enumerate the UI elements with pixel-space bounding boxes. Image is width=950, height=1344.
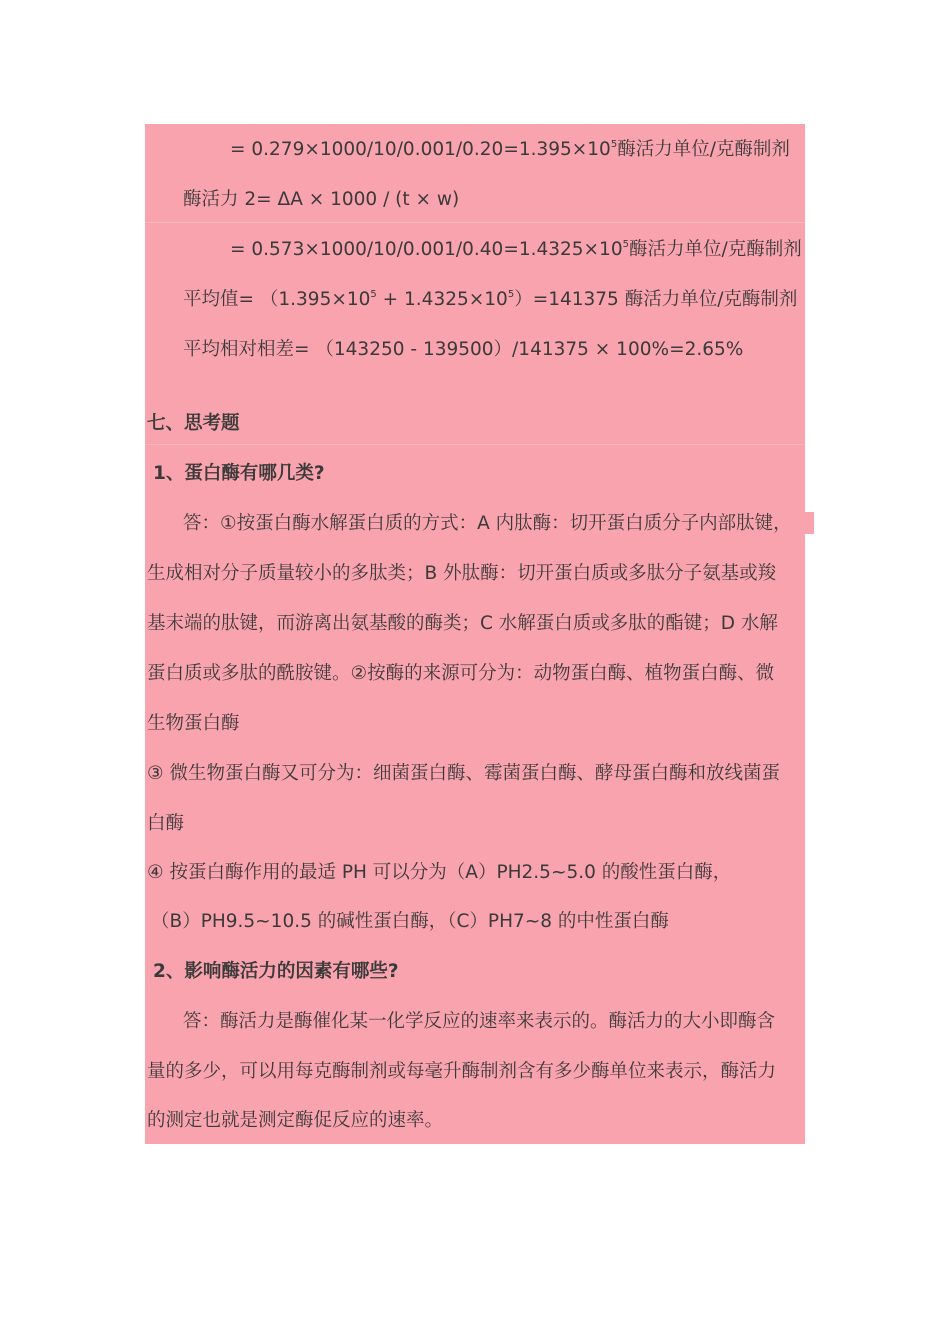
calc-line-4 <box>183 287 797 313</box>
calc-line-3-exponent: 5 <box>622 239 629 250</box>
calc-line-3-text: = 0.573×1000/10/0.001/0.40=1.4325×10 <box>230 239 623 260</box>
answer-1-line: 生物蛋白酶 <box>147 713 240 734</box>
question-1-title: 1、蛋白酶有哪几类? <box>153 463 325 484</box>
calc-line-4-exponent-2: 5 <box>507 289 515 300</box>
calc-line-1-unit: 酶活力单位/克酶制剂 <box>617 139 790 160</box>
calc-line-3 <box>230 237 802 263</box>
calc-line-1-exponent: 5 <box>610 139 618 150</box>
answer-1-line: 白酶 <box>147 813 185 834</box>
answer-1-line: 答：①按蛋白酶水解蛋白质的方式：A 内肽酶：切开蛋白质分子内部肽键， <box>183 513 792 534</box>
answer-1-line: 基末端的肽键，而游离出氨基酸的酶类；C 水解蛋白质或多肽的酯键；D 水解 <box>147 613 778 634</box>
calc-line-4-a: 平均值= （1.395×10 <box>183 289 371 310</box>
answer-1-line: 蛋白质或多肽的酰胺键。②按酶的来源可分为：动物蛋白酶、植物蛋白酶、微 <box>147 663 775 684</box>
calc-line-5: 平均相对相差= （143250 - 139500）/141375 × 100%=2.65% <box>183 339 744 360</box>
line-separator <box>145 222 805 223</box>
answer-1-line: ③ 微生物蛋白酶又可分为：细菌蛋白酶、霉菌蛋白酶、酵母蛋白酶和放线菌蛋 <box>147 763 780 784</box>
calc-line-1 <box>230 137 790 163</box>
calc-line-2: 酶活力 2= ΔA × 1000 / (t × w) <box>183 189 460 210</box>
calc-line-4-b: + 1.4325×10 <box>376 289 508 310</box>
answer-2-line: 量的多少，可以用每克酶制剂或每毫升酶制剂含有多少酶单位来表示，酶活力 <box>147 1061 777 1082</box>
calc-line-4-c: ）=141375 酶活力单位/克酶制剂 <box>514 289 798 310</box>
answer-2-line: 答：酶活力是酶催化某一化学反应的速率来表示的。酶活力的大小即酶含 <box>183 1011 776 1032</box>
calc-line-4-exponent-1: 5 <box>370 289 377 300</box>
section-heading: 七、思考题 <box>147 413 240 434</box>
question-2-title: 2、影响酶活力的因素有哪些? <box>153 961 399 982</box>
line-separator <box>145 444 805 445</box>
highlight-tab <box>805 512 814 534</box>
answer-1-line: 生成相对分子质量较小的多肽类；B 外肽酶：切开蛋白质或多肽分子氨基或羧 <box>147 563 777 584</box>
answer-2-line: 的测定也就是测定酶促反应的速率。 <box>147 1110 444 1131</box>
answer-1-line: ④ 按蛋白酶作用的最适 PH 可以分为（A）PH2.5~5.0 的酸性蛋白酶， <box>147 862 732 883</box>
answer-1-line: （B）PH9.5~10.5 的碱性蛋白酶，（C）PH7~8 的中性蛋白酶 <box>151 911 669 932</box>
calc-line-3-unit: 酶活力单位/克酶制剂 <box>628 239 802 260</box>
calc-line-1-text: = 0.279×1000/10/0.001/0.20=1.395×10 <box>230 139 611 160</box>
